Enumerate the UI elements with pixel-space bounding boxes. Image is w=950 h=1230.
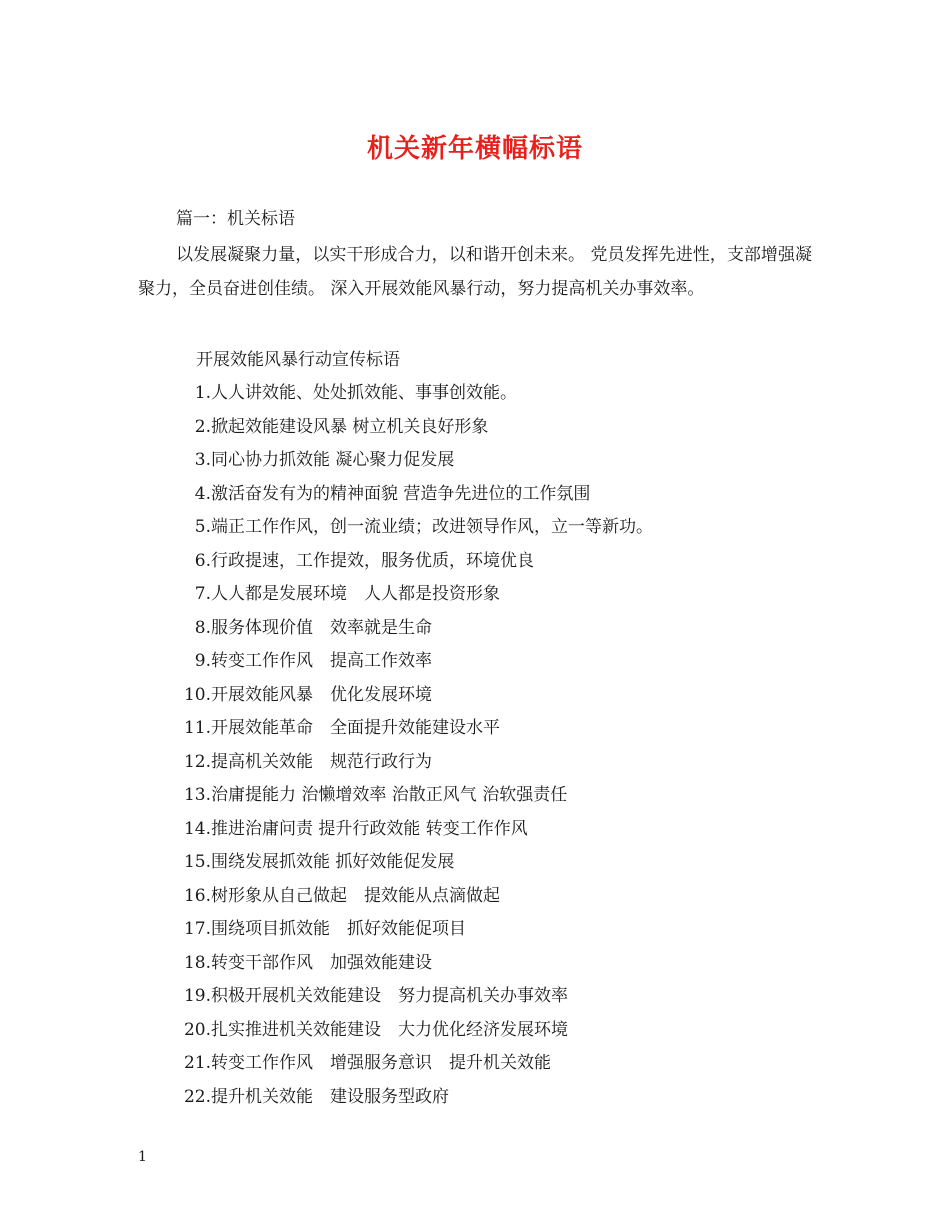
list-item bbox=[0, 616, 950, 650]
list-item bbox=[0, 448, 950, 482]
list-item bbox=[0, 850, 950, 884]
list-item-text: 转变干部作风 加强效能建设 bbox=[211, 952, 432, 973]
list-item-number: 3. bbox=[194, 450, 211, 470]
list-item-text: 人人都是发展环境 人人都是投资形象 bbox=[211, 584, 500, 604]
list-item-number: 5. bbox=[194, 517, 211, 537]
list-item-text: 转变工作作风 增强服务意识 提升机关效能 bbox=[211, 1053, 551, 1073]
list-item-text: 治庸提能力 治懒增效率 治散正风气 治软强责任 bbox=[211, 785, 568, 805]
list-item-number: 19. bbox=[183, 986, 211, 1006]
list-item-text: 围绕发展抓效能 抓好效能促发展 bbox=[211, 852, 455, 872]
list-item-text: 激活奋发有为的精神面貌 营造争先进位的工作氛围 bbox=[211, 483, 591, 504]
list-item bbox=[0, 1018, 950, 1052]
list-item bbox=[0, 716, 950, 750]
list-item-text: 端正工作作风，创一流业绩；改进领导作风，立一等新功。 bbox=[211, 517, 653, 537]
list-item bbox=[0, 750, 950, 784]
list-item bbox=[0, 1051, 950, 1085]
list-item-number: 2. bbox=[194, 416, 211, 437]
page-number: 1 bbox=[138, 1149, 147, 1165]
list-item-number: 9. bbox=[194, 651, 211, 671]
list-item-number: 18. bbox=[183, 952, 211, 973]
list-item-number: 16. bbox=[183, 885, 211, 906]
list-item-text: 服务体现价值 效率就是生命 bbox=[211, 617, 432, 638]
list-item-number: 13. bbox=[183, 785, 211, 805]
list-item-text: 人人讲效能、处处抓效能、事事创效能。 bbox=[211, 383, 517, 403]
list-item-number: 10. bbox=[183, 684, 211, 705]
list-item bbox=[0, 783, 950, 817]
list-item bbox=[0, 415, 950, 449]
list-item bbox=[0, 582, 950, 616]
list-item bbox=[0, 549, 950, 583]
list-item bbox=[0, 649, 950, 683]
document-title: 机关新年横幅标语 bbox=[366, 134, 583, 164]
list-item-text: 扎实推进机关效能建设 大力优化经济发展环境 bbox=[211, 1019, 568, 1040]
list-item bbox=[0, 515, 950, 549]
list-item bbox=[0, 817, 950, 851]
list-item-text: 积极开展机关效能建设 努力提高机关办事效率 bbox=[211, 986, 568, 1006]
list-item bbox=[0, 884, 950, 918]
list-item bbox=[0, 951, 950, 985]
list-item-text: 树形象从自己做起 提效能从点滴做起 bbox=[211, 885, 500, 906]
intro-paragraph: 以发展凝聚力量，以实干形成合力，以和谐开创未来。 党员发挥先进性，支部增强凝聚力，全员奋进创佳绩。 深入开展效能风暴行动，努力提高机关办事效率。 bbox=[138, 245, 812, 299]
list-item-text: 开展效能风暴 优化发展环境 bbox=[211, 684, 432, 705]
list-item bbox=[0, 482, 950, 516]
list-item-number: 7. bbox=[194, 584, 211, 604]
list-item-number: 20. bbox=[183, 1019, 211, 1040]
list-item-text: 同心协力抓效能 凝心聚力促发展 bbox=[211, 450, 455, 470]
list-item-number: 6. bbox=[194, 550, 211, 571]
list-item-text: 提升机关效能 建设服务型政府 bbox=[211, 1086, 449, 1107]
list-item-number: 1. bbox=[194, 383, 211, 403]
list-item-text: 围绕项目抓效能 抓好效能促项目 bbox=[211, 919, 466, 939]
list-item-text: 推进治庸问责 提升行政效能 转变工作作风 bbox=[211, 818, 528, 839]
list-item-text: 转变工作作风 提高工作效率 bbox=[211, 651, 432, 671]
list-item-text: 掀起效能建设风暴 树立机关良好形象 bbox=[211, 416, 489, 437]
list-item-number: 8. bbox=[194, 617, 211, 638]
slogan-subheading: 开展效能风暴行动宣传标语 bbox=[196, 350, 400, 370]
list-item bbox=[0, 683, 950, 717]
list-item-text: 行政提速，工作提效，服务优质，环境优良 bbox=[211, 550, 534, 571]
slogan-list bbox=[0, 381, 950, 1118]
list-item-number: 11. bbox=[183, 718, 211, 738]
list-item-text: 提高机关效能 规范行政行为 bbox=[211, 751, 432, 772]
list-item-number: 17. bbox=[183, 919, 211, 939]
list-item-number: 14. bbox=[183, 818, 211, 839]
list-item bbox=[0, 984, 950, 1018]
list-item-text: 开展效能革命 全面提升效能建设水平 bbox=[211, 718, 500, 738]
list-item-number: 22. bbox=[183, 1086, 211, 1107]
list-item-number: 4. bbox=[194, 483, 211, 504]
list-item bbox=[0, 381, 950, 415]
list-item-number: 21. bbox=[183, 1053, 211, 1073]
list-item bbox=[0, 1085, 950, 1119]
section-label: 篇一：机关标语 bbox=[176, 209, 295, 229]
list-item bbox=[0, 917, 950, 951]
list-item-number: 12. bbox=[183, 751, 211, 772]
list-item-number: 15. bbox=[183, 852, 211, 872]
